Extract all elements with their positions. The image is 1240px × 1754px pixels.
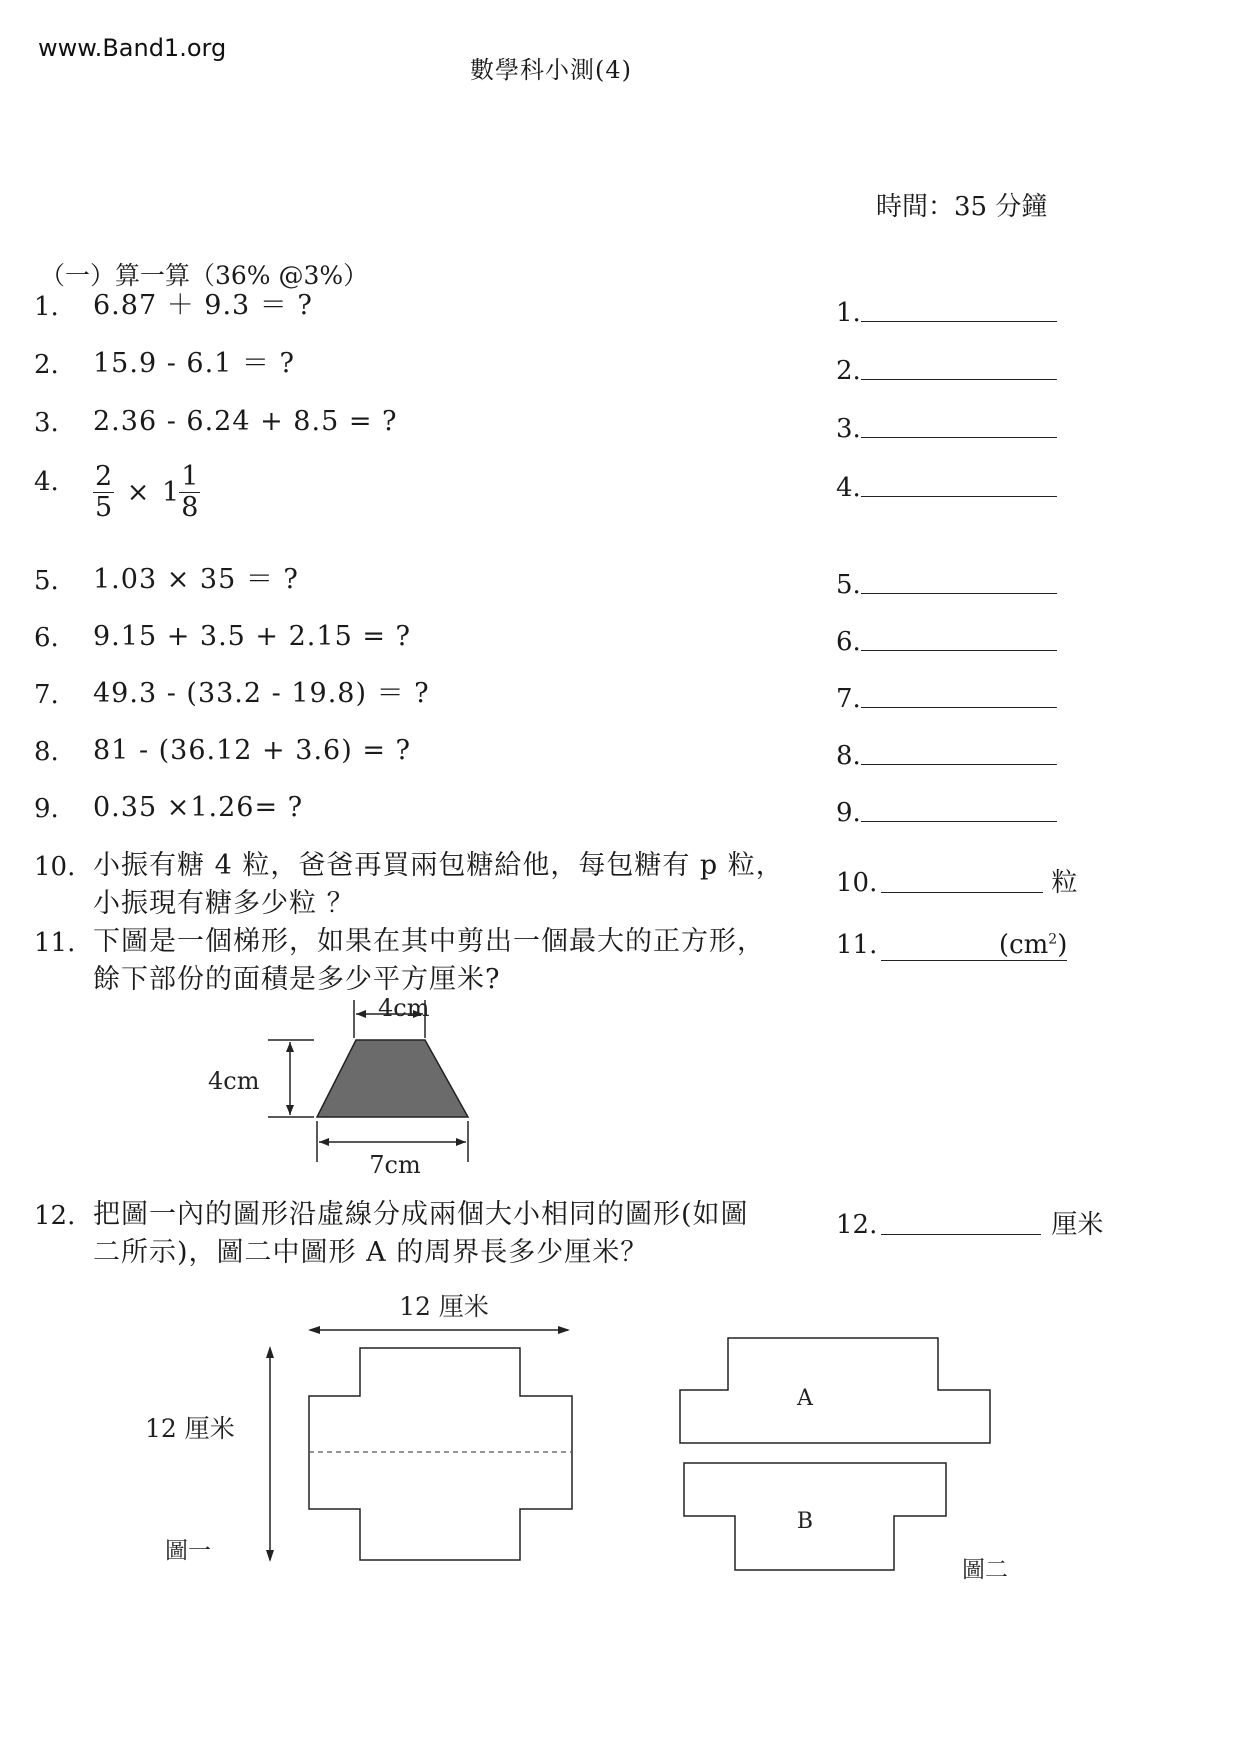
answer-slot[interactable] [836,298,1057,328]
arrow-head [286,1105,294,1115]
answer-number: 1. [836,298,861,328]
question-text-line: 小振有糖 4 粒，爸爸再買兩包糖給他，每包糖有 p 粒， [93,850,784,881]
answer-slot[interactable] [836,684,1057,714]
answer-number: 6. [836,627,861,657]
answer-slot[interactable] [836,1204,1103,1241]
question-number: 10. [34,852,76,882]
answer-number: 12. [836,1210,878,1240]
question-text: 6.87 ＋ 9.3 ＝ ? [93,290,313,321]
question-number: 8. [34,737,59,767]
answer-line [881,930,1067,961]
question-text: 15.9 - 6.1 ＝ ? [93,348,295,379]
arrow-head [286,1042,294,1052]
question-text-line: 把圖一內的圖形沿虛線分成兩個大小相同的圖形(如圖 [93,1199,749,1230]
page-title: 數學科小測(4) [470,56,632,84]
question-text: 1.03 × 35 ＝ ? [93,564,299,595]
question-number: 7. [34,680,59,710]
answer-number: 7. [836,684,861,714]
time-limit: 時間：35 分鐘 [876,192,1048,222]
answer-slot[interactable] [836,798,1057,828]
trapezoid-figure [180,990,500,1180]
answer-line [861,320,1057,322]
answer-line [861,592,1057,594]
answer-number: 8. [836,741,861,771]
trapezoid-shape [317,1040,468,1117]
fraction [93,462,114,523]
answer-line [861,820,1057,822]
figure2-shape-a [680,1338,990,1443]
fraction [179,462,200,523]
question-number: 5. [34,566,59,596]
perimeter-figures [0,1280,1240,1620]
question-text: 49.3 - (33.2 - 19.8) ＝ ? [93,678,430,709]
arrow-head [319,1138,329,1146]
question-text: 9.15 + 3.5 + 2.15 = ? [93,621,412,652]
answer-number: 3. [836,414,861,444]
question-text-line: 下圖是一個梯形，如果在其中剪出一個最大的正方形， [93,926,765,957]
figure2-caption: 圖二 [962,1557,1008,1583]
question-number: 4. [34,467,59,497]
arrow-head [456,1138,466,1146]
question-text: 0.35 ×1.26= ? [93,792,304,823]
answer-slot[interactable] [836,570,1057,600]
answer-number: 4. [836,473,861,503]
answer-unit-superscript: 2 [1048,931,1058,948]
answer-line [861,763,1057,765]
arrow-head [266,1550,274,1562]
top-length-label: 4cm [378,994,430,1022]
question-number: 6. [34,623,59,653]
answer-slot[interactable] [836,627,1057,657]
figure1-shape [309,1348,572,1560]
answer-slot[interactable] [836,930,1067,961]
question-text-line: 餘下部份的面積是多少平方厘米? [93,964,501,995]
answer-line [881,891,1043,893]
height-label: 4cm [208,1067,260,1095]
figure2-label-a: A [797,1386,813,1411]
answer-number: 9. [836,798,861,828]
answer-number: 11. [836,930,878,960]
answer-number: 2. [836,356,861,386]
question-number: 2. [34,350,59,380]
denominator: 5 [95,492,113,523]
fraction-expression [93,462,200,523]
answer-unit: 粒 [1051,868,1078,898]
answer-line [861,378,1057,380]
question-number: 1. [34,292,59,322]
answer-slot[interactable] [836,473,1057,503]
question-number: 3. [34,408,59,438]
answer-unit-close: ) [1057,930,1068,960]
arrow-head [266,1346,274,1358]
answer-line [861,706,1057,708]
numerator: 1 [181,461,199,492]
answer-line [861,436,1057,438]
numerator: 2 [95,461,113,492]
arrow-head [558,1326,570,1334]
question-text-line: 小振現有糖多少粒 ？ [93,888,355,919]
answer-line [881,1233,1041,1235]
arrow-head [308,1326,320,1334]
answer-unit: 厘米 [1051,1210,1104,1240]
answer-number: 10. [836,868,878,898]
answer-slot[interactable] [836,741,1057,771]
question-text-line: 二所示)，圖二中圖形 A 的周界長多少厘米？ [93,1237,649,1268]
times-sign: × [126,477,150,508]
question-number: 12. [34,1201,76,1231]
figure2-shape-b [684,1463,946,1570]
answer-number: 5. [836,570,861,600]
answer-slot[interactable] [836,356,1057,386]
question-number: 11. [34,928,76,958]
answer-slot[interactable] [836,414,1057,444]
arrow-head [356,1010,366,1018]
denominator: 8 [181,492,199,523]
figure1-caption: 圖一 [165,1538,211,1564]
figure1-height-label: 12 厘米 [145,1414,235,1443]
figure2-label-b: B [796,1509,814,1534]
section-heading: （一）算一算（36% @3%） [40,261,369,290]
question-number: 9. [34,794,59,824]
question-text: 81 - (36.12 + 3.6) = ? [93,735,411,766]
watermark: www.Band1.org [38,34,227,62]
whole-number: 1 [162,477,180,508]
answer-line [861,649,1057,651]
answer-unit: (cm [998,930,1049,960]
bottom-length-label: 7cm [369,1151,421,1179]
answer-line [861,495,1057,497]
question-text: 2.36 - 6.24 + 8.5 = ? [93,406,398,437]
answer-slot[interactable] [836,862,1077,899]
figure1-width-label: 12 厘米 [399,1292,489,1321]
